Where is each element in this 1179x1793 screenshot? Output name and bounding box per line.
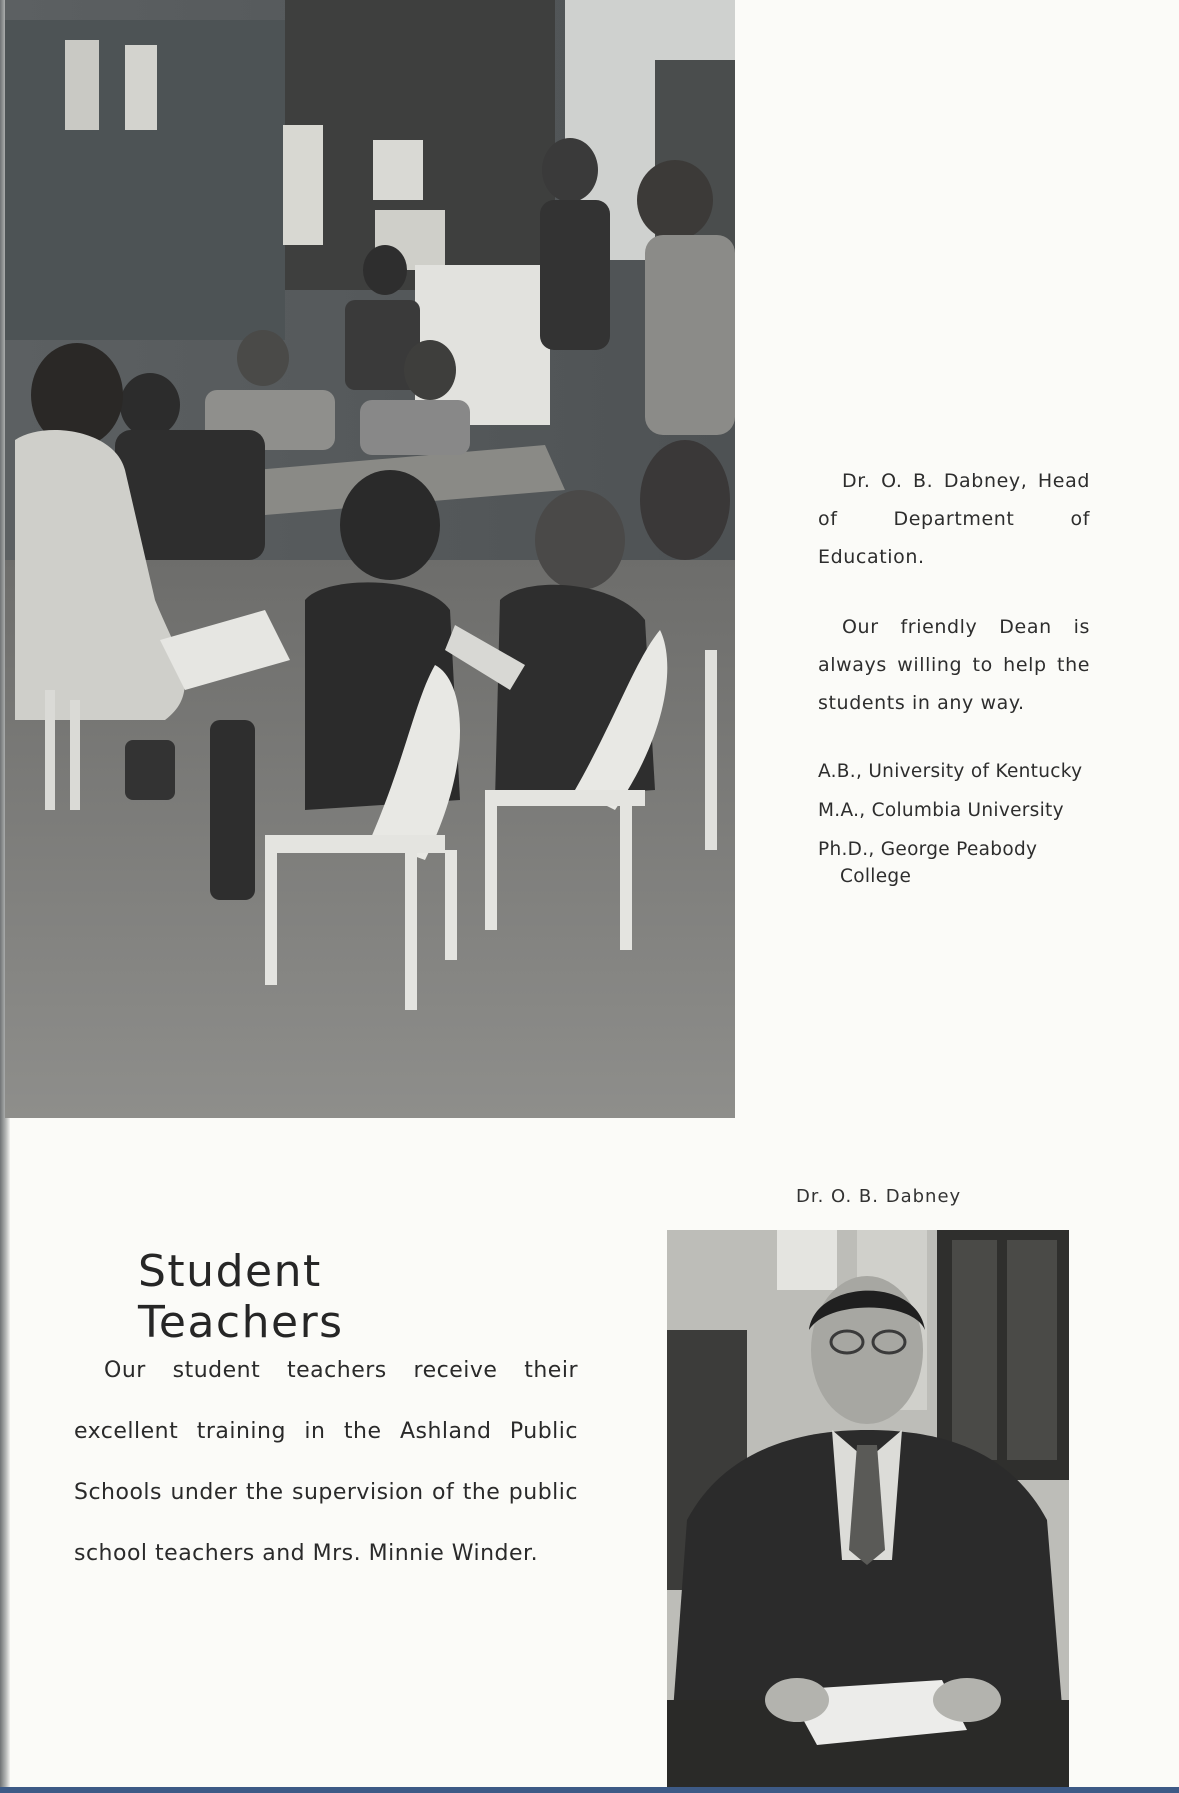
degree-item: A.B., University of Kentucky bbox=[818, 761, 1083, 782]
portrait-photo bbox=[667, 1230, 1069, 1793]
dean-intro-text: Dr. O. B. Dabney, Head of Department of Education. bbox=[818, 470, 1090, 568]
section-body-text: Our student teachers receive their excellent training in the Ashland Public Schools under the supervision of the public school teachers and Mrs. Minnie Winder. bbox=[74, 1358, 578, 1566]
classroom-photo bbox=[5, 0, 735, 1118]
dean-description-text: Our friendly Dean is always willing to help the students in any way. bbox=[818, 616, 1090, 714]
degree-item: Ph.D., George Peabody bbox=[818, 839, 1038, 860]
section-title: Student Teachers bbox=[138, 1246, 344, 1348]
degree-item: M.A., Columbia University bbox=[818, 800, 1064, 821]
degree-item-continuation: College bbox=[840, 866, 912, 887]
degree-list bbox=[818, 752, 1090, 896]
portrait-caption: Dr. O. B. Dabney bbox=[796, 1186, 962, 1207]
dean-caption bbox=[818, 462, 1090, 896]
page-bottom-rule bbox=[0, 1787, 1179, 1793]
